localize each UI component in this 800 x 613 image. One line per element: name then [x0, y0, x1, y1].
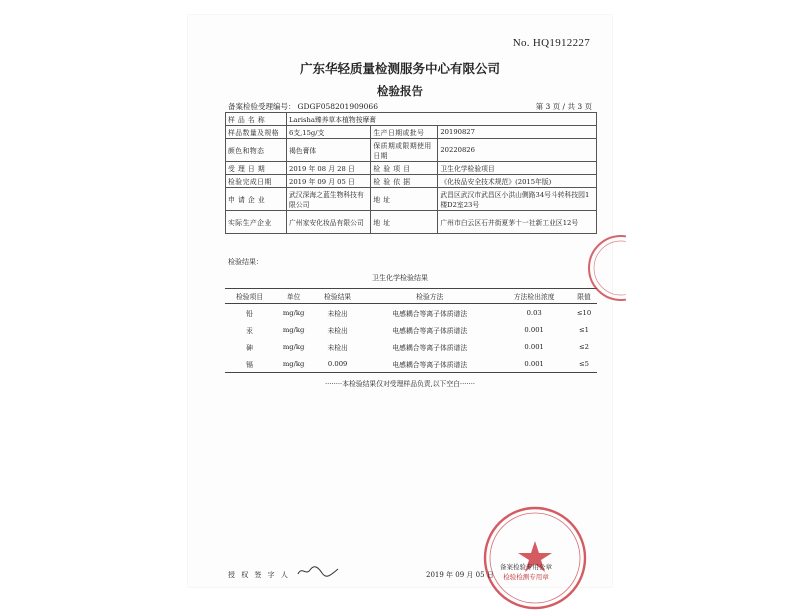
- table-row: 铅 mg/kg 未检出 电感耦合等离子体质谱法 0.03 ≤10: [246, 308, 592, 318]
- results-table: [225, 288, 597, 373]
- applicant-addr-label: 地 址: [371, 188, 438, 211]
- signatory-label: 授 权 签 字 人: [228, 571, 290, 579]
- applicant-value: 武汉深海之蓝生物科技有限公司: [287, 188, 371, 211]
- col-header: 检验结果: [313, 289, 362, 304]
- producer-label: 实际生产企业: [226, 211, 287, 234]
- basis-label: 检 验 依 据: [371, 175, 438, 188]
- producer-value: 广州家安化妆品有限公司: [287, 211, 371, 234]
- table-row: 砷 mg/kg 未检出 电感耦合等离子体质谱法 0.001 ≤2: [246, 342, 590, 352]
- applicant-label: 申 请 企 业: [226, 188, 287, 211]
- sample-info-table: [225, 112, 597, 234]
- report-number: No. HQ1912227: [512, 37, 590, 49]
- accept-date-label: 受 理 日 期: [226, 162, 287, 175]
- seal-caption: 备案检验专用公章 检验检测专用章: [500, 563, 552, 581]
- table-row: 镉 mg/kg 0.009 电感耦合等离子体质谱法 0.001 ≤5: [225, 355, 597, 373]
- col-header: 单位: [274, 289, 313, 304]
- seal-partial-icon: [566, 233, 626, 303]
- results-table-title: 卫生化学检验结果: [372, 274, 428, 282]
- finish-date-value: 2019 年 09 月 05 日: [287, 175, 371, 188]
- col-header: 检验项目: [225, 289, 274, 304]
- basis-value: 《化妆品安全技术规范》(2015年版): [438, 175, 597, 188]
- report-page: [188, 15, 612, 587]
- applicant-addr: 武昌区武汉市武昌区小洪山侧路34号斗转科技园1楼D2室23号: [438, 188, 597, 211]
- results-header-row: [225, 289, 597, 304]
- report-title: 检验报告: [377, 84, 423, 98]
- results-label: 检验结果：: [228, 258, 263, 266]
- official-seal-icon: [480, 503, 590, 613]
- producer-addr-label: 地 址: [371, 211, 438, 234]
- col-header: 限值: [571, 289, 597, 304]
- finish-date-label: 检验完成日期: [226, 175, 287, 188]
- record-value: GDGF058201909066: [297, 102, 378, 111]
- color-label: 颜色和物态: [226, 139, 287, 162]
- blank-note: ········本检验结果仅对受理样品负责,以下空白·······: [324, 380, 476, 388]
- color-value: 褐色膏体: [287, 139, 371, 162]
- col-header: 检验方法: [362, 289, 497, 304]
- accept-date-value: 2019 年 08 月 28 日: [287, 162, 371, 175]
- signature-icon: [296, 564, 340, 578]
- expiry-label: 保质期或限期使用日期: [371, 139, 438, 162]
- company-name: 广东华轻质量检测服务中心有限公司: [299, 61, 500, 76]
- qty-value: 6支,15g/支: [287, 126, 371, 139]
- prod-date-label: 生产日期或批号: [371, 126, 438, 139]
- record-label: 备案检验受理编号：: [228, 102, 296, 111]
- producer-addr: 广州市白云区石井街夏茅十一社新工业区12号: [438, 211, 597, 234]
- col-header: 方法检出浓度: [497, 289, 571, 304]
- item-label: 检 验 项 目: [371, 162, 438, 175]
- prod-date-value: 20190827: [438, 126, 597, 139]
- table-row: 汞 mg/kg 未检出 电感耦合等离子体质谱法 0.001 ≤1: [246, 325, 590, 335]
- sign-date: 2019 年 09 月 05 日: [426, 571, 494, 579]
- expiry-value: 20220826: [438, 139, 597, 162]
- sample-name: Larisha臻养草本植物按摩膏: [287, 113, 597, 126]
- sample-name-label: 样 品 名 称: [226, 113, 287, 126]
- page-indicator: 第 3 页 / 共 3 页: [535, 102, 592, 111]
- item-value: 卫生化学检验项目: [438, 162, 597, 175]
- qty-label: 样品数量及规格: [226, 126, 287, 139]
- meta-line: [228, 101, 592, 112]
